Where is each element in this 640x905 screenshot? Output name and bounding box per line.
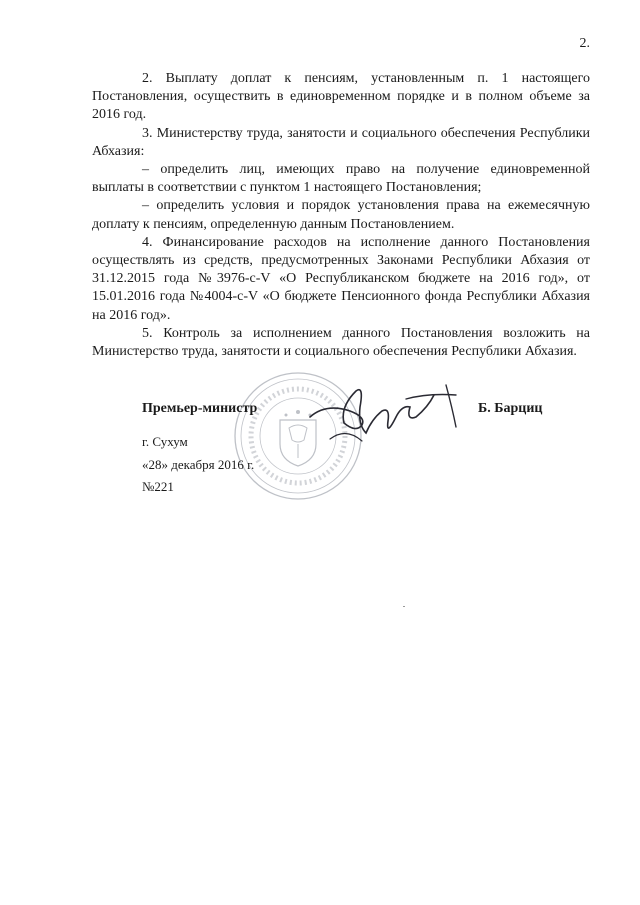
paragraph-4: 4. Финансирование расходов на исполнение данного Постановления осуществлять из средств, предусмотренных Законами Республики Абхазия от 31.12.2015 года №3976-с-V «О Республиканском бюджете на 2016 год», от 15.01.2016 года №4004-с-V «О бюджете Пенсионного фонда Республики Абхазия на 2016 год». (92, 234, 590, 323)
signatory-title: Премьер-министр (142, 401, 258, 416)
paragraph-3-item-2: – определить условия и порядок установления права на ежемесячную доплату к пенсиям, определенную данным Постановлением. (92, 198, 590, 232)
paragraph-5: 5. Контроль за исполнением данного Постановления возложить на Министерство труда, занятости и социального обеспечения Республики Абхазия. (92, 325, 590, 360)
paragraph-3-item-1: – определить лиц, имеющих право на получение единовременной выплаты в соответствии с пунктом 1 настоящего Постановления; (92, 162, 590, 196)
signature-icon (306, 377, 474, 447)
signatory-name: Б. Барциц (478, 401, 543, 416)
paragraph-3: 3. Министерству труда, занятости и социального обеспечения Республики Абхазия: (92, 125, 590, 159)
document-date: «28» декабря 2016 г. (142, 457, 255, 472)
document-body (92, 70, 590, 361)
page-number: 2. (579, 36, 590, 51)
paragraph-2: 2. Выплату доплат к пенсиям, установленным п. 1 настоящего Постановления, осуществить в единовременном порядке и в полном объеме за 2016 год. (92, 71, 590, 123)
document-place: г. Сухум (142, 434, 188, 449)
scan-speck (403, 606, 405, 607)
document-number: №221 (142, 479, 174, 494)
